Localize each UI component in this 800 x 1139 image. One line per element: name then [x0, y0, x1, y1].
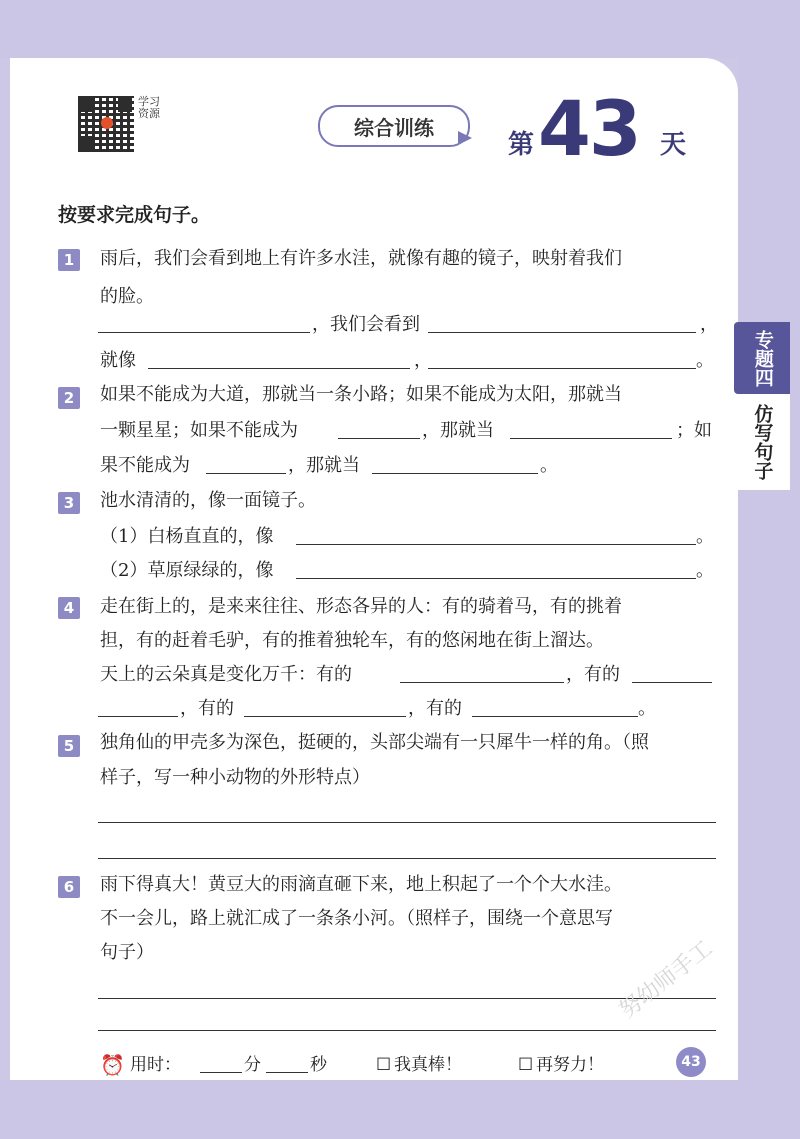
subtopic-label: 仿写句子: [751, 404, 774, 480]
q3-line-2-end: 。: [696, 526, 714, 547]
q4-line-4a: ，有的: [180, 698, 234, 719]
q2-line-3: 果不能成为: [100, 455, 190, 476]
q1-fill-d: ，: [414, 350, 432, 371]
q3-blank-2[interactable]: [296, 578, 696, 579]
day-number: 43: [538, 84, 640, 173]
q4-blank-2a[interactable]: [632, 682, 712, 683]
q6-line-2: 不一会儿，路上就汇成了一条条小河。（照样子，围绕一个意思写: [100, 908, 613, 929]
q6-writing-line-2[interactable]: [98, 1030, 716, 1031]
q4-line-1: 走在街上的，是来来往往、形态各异的人：有的骑着马，有的挑着: [100, 596, 622, 617]
minute-blank[interactable]: [200, 1072, 242, 1073]
side-strip: [738, 58, 800, 1080]
q1-blank-4[interactable]: [428, 368, 696, 369]
minute-label: 分: [244, 1055, 261, 1075]
q2-line-2: 一颗星星；如果不能成为: [100, 420, 298, 441]
q2-blank-4[interactable]: [372, 473, 538, 474]
qr-side-label: 学习资源: [138, 95, 160, 120]
q1-fill-b: ，: [700, 314, 718, 335]
q2-line-3c: 。: [540, 455, 558, 476]
bottom-band: [0, 1080, 800, 1139]
section-title: [318, 105, 470, 147]
question-number-3: 3: [58, 492, 80, 514]
q1-blank-1[interactable]: [98, 332, 310, 333]
q1-line-2: 的脸。: [100, 286, 154, 307]
title-pill-tail: [458, 131, 472, 145]
q4-line-2: 担，有的赶着毛驴，有的推着独轮车，有的悠闲地在街上溜达。: [100, 630, 604, 651]
question-number-5: 5: [58, 735, 80, 757]
q3-line-3: （2）草原绿绿的，像: [100, 560, 274, 581]
q1-blank-2[interactable]: [428, 332, 696, 333]
instruction-heading: 按要求完成句子。: [58, 204, 211, 226]
topic-label: 专题四: [751, 329, 774, 387]
q2-line-2c: ；如: [676, 420, 712, 441]
q3-line-1: 池水清清的，像一面镜子。: [100, 490, 316, 511]
q4-line-4c: 。: [638, 698, 656, 719]
q2-line-2b: ，那就当: [422, 420, 494, 441]
q6-line-3: 句子）: [100, 942, 154, 963]
alarm-clock-icon: ⏰: [100, 1053, 125, 1077]
q5-writing-line-1[interactable]: [98, 822, 716, 823]
q3-line-3-end: 。: [696, 560, 714, 581]
great-checkbox-icon[interactable]: ☐: [376, 1055, 392, 1075]
q5-writing-line-2[interactable]: [98, 858, 716, 859]
question-number-2: 2: [58, 387, 80, 409]
q4-line-4b: ，有的: [408, 698, 462, 719]
second-blank[interactable]: [266, 1072, 308, 1073]
q1-blank-3[interactable]: [148, 368, 410, 369]
q1-fill-e: 。: [696, 350, 714, 371]
try-again-checkbox-icon[interactable]: ☐: [518, 1055, 534, 1075]
q2-line-1: 如果不能成为大道，那就当一条小路；如果不能成为太阳，那就当: [100, 384, 622, 405]
second-label: 秒: [310, 1055, 327, 1075]
q4-blank-1[interactable]: [400, 682, 564, 683]
question-number-1: 1: [58, 249, 80, 271]
question-number-6: 6: [58, 876, 80, 898]
try-again-label: 再努力！: [536, 1055, 604, 1075]
subtopic-tab: [734, 394, 790, 490]
q2-blank-2[interactable]: [510, 438, 672, 439]
watermark: 努幼师手工: [615, 936, 718, 1024]
q4-blank-3[interactable]: [244, 716, 406, 717]
day-suffix: 天: [660, 130, 687, 160]
q5-line-1: 独角仙的甲壳多为深色，挺硬的，头部尖端有一只犀牛一样的角。（照: [100, 732, 649, 753]
top-band: [0, 0, 800, 58]
q3-blank-1[interactable]: [296, 544, 696, 545]
q4-blank-4[interactable]: [472, 716, 638, 717]
day-prefix: 第: [508, 130, 535, 160]
q2-blank-1[interactable]: [338, 438, 420, 439]
q5-line-2: 样子，写一种小动物的外形特点）: [100, 767, 370, 788]
q6-line-1: 雨下得真大！黄豆大的雨滴直砸下来，地上积起了一个个大水洼。: [100, 874, 622, 895]
great-label: 我真棒！: [394, 1055, 462, 1075]
q4-line-3b: ，有的: [566, 664, 620, 685]
qr-logo-icon: [101, 117, 113, 129]
q4-blank-2b[interactable]: [98, 716, 178, 717]
topic-tab: [734, 322, 790, 394]
q4-line-3: 天上的云朵真是变化万千：有的: [100, 664, 352, 685]
q3-line-2: （1）白杨直直的，像: [100, 526, 274, 547]
q1-fill-c: 就像: [100, 350, 136, 371]
time-label: 用时：: [130, 1055, 181, 1075]
q1-line-1: 雨后，我们会看到地上有许多水洼，就像有趣的镜子，映射着我们: [100, 248, 622, 269]
page-number-label: 43: [681, 1054, 701, 1070]
q2-line-3b: ，那就当: [288, 455, 360, 476]
q2-blank-3[interactable]: [206, 473, 286, 474]
section-title-label: 综合训练: [354, 115, 434, 140]
q1-fill-a: ，我们会看到: [312, 314, 420, 335]
question-number-4: 4: [58, 597, 80, 619]
page-number: [676, 1047, 706, 1077]
